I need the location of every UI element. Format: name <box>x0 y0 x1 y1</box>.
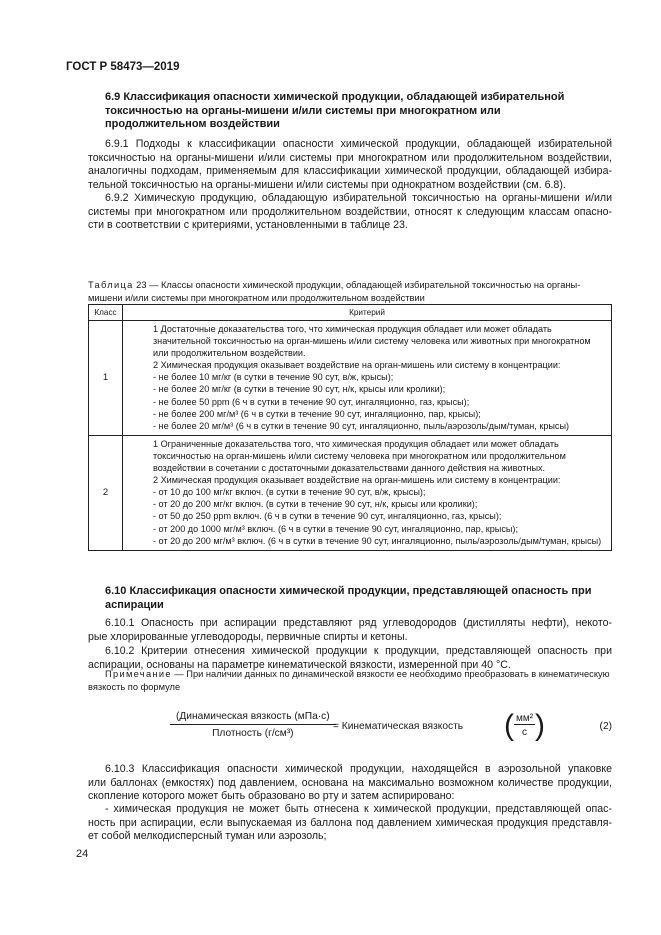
criteria-item: - от 20 до 200 мг/кг включ. (в сутки в течение 90 сут, н/к, крысы или кролики); <box>153 499 478 510</box>
text-line: 6.10.1 Опасность при аспирации представляют ряд углеводородов (дистилляты нефти), некото- <box>105 617 612 629</box>
paragraph-6-10-3 <box>88 763 612 804</box>
criteria-item: - от 20 до 200 мг/м³ включ. (6 ч в сутки в течение 90 сут, ингаляционно, пыль/аэрозоль/дым/туман, крысы) <box>153 535 602 546</box>
paragraph-6-9-2 <box>88 192 612 233</box>
criteria-item: - не более 20 мг/кг (в сутки в течение 90 сут, н/к, крысы или кролики); <box>153 384 446 395</box>
criteria-sub: 2 Химическая продукция оказывает воздействие на орган-мишень или систему в концентрации: <box>153 360 561 371</box>
column-header-criteria: Критерий <box>123 305 612 321</box>
table-row <box>89 321 612 436</box>
equation-number: (2) <box>599 721 612 732</box>
text-line: аспирации, основаны на параметре кинематической вязкости, измеренной при 40 °С. <box>88 658 511 671</box>
paragraph-6-9-1 <box>88 138 612 192</box>
text-line: 6.9.2 Химическую продукцию, обладающую избирательной токсичностью на органы-мишени и/или <box>105 192 612 204</box>
right-paren: ) <box>535 709 545 742</box>
criteria-item: - не более 200 мг/м³ (6 ч в сутки в течение 90 сут, ингаляционно, пар, крысы); <box>153 408 481 419</box>
criteria-intro: 1 Достаточные доказательства того, что химическая продукция обладает или может обладать значительной токсичностью на орган-мишень и/или систему человека или животных при многократном или продолжительном воздействии. <box>153 324 591 359</box>
text-line: рые хлорированные углеводороды, первичные спирты и кетоны. <box>88 630 408 643</box>
class-cell: 1 <box>89 321 123 436</box>
text-line: ность при аспирации, если выпускаемая из баллона под давлением химическая продукция представля- <box>88 816 612 829</box>
table-caption-text: 23 — Классы опасности химической продукции, обладающей избирательной токсичностью на органы-мишени и/или системы при многократном или продолжительном воздействии <box>88 280 581 303</box>
text-line: 6.10.3 Классификация опасности химической продукции, находящейся в аэрозольной упаковке <box>105 763 612 775</box>
unit-denominator: с <box>522 727 528 738</box>
table-row <box>89 435 612 550</box>
note-label: Примечание <box>105 669 172 679</box>
page-number: 24 <box>76 848 89 860</box>
text-line: или баллонах (емкостях) под давлением, основана на максимально возможном количестве продукции, <box>88 776 612 789</box>
formula-fraction <box>170 711 336 739</box>
text-line: ет собой мелкодисперсный туман или аэрозоль; <box>88 830 327 842</box>
hazard-class-table <box>88 304 612 551</box>
criteria-item: - от 10 до 100 мг/кг включ. (в сутки в течение 90 сут, в/ж, крысы); <box>153 487 426 498</box>
unit-fraction <box>514 713 535 738</box>
formula-numerator: (Динамическая вязкость (мПа·с) <box>170 711 336 725</box>
viscosity-formula <box>170 708 612 748</box>
criteria-intro: 1 Ограниченные доказательства того, что химическая продукция обладает или может обладать токсичностью на орган-мишень и/или систему человека при многократном или продолжительном воздействии в сочетании с достаточными доказательствами данного действия на животных. <box>153 438 566 474</box>
criteria-item: - не более 10 мг/кг (в сутки в течение 90 сут, в/ж, крысы); <box>153 372 394 383</box>
criteria-cell <box>123 321 612 436</box>
text-line: системы при многократном или продолжительном воздействии, относят к следующим классам опасно- <box>88 205 612 218</box>
document-header: ГОСТ Р 58473—2019 <box>66 61 180 73</box>
note <box>88 668 612 693</box>
column-header-class: Класс <box>89 305 123 321</box>
criteria-cell <box>123 435 612 550</box>
criteria-item: - не более 50 ppm (6 ч в сутки в течение 90 сут, ингаляционно, газ, крысы); <box>153 396 470 407</box>
section-heading-6-10: 6.10 Классификация опасности химической продукции, представляющей опасность при аспирации <box>105 585 592 611</box>
text-line: скопление которого может быть образовано во рту и затем аспирировано: <box>88 790 455 802</box>
paragraph-6-10-1 <box>88 617 612 644</box>
table-caption <box>88 279 612 304</box>
criteria-item: - от 200 до 1000 мг/м³ включ. (6 ч в сутки в течение 90 сут, ингаляционно, пар, крысы); <box>153 523 518 534</box>
left-paren: ( <box>504 709 514 742</box>
formula-unit <box>504 710 544 746</box>
table-caption-label: Таблица <box>88 280 134 290</box>
text-line: - химическая продукция не может быть отнесена к химической продукции, представляющей опас- <box>105 803 612 815</box>
table-header-row <box>89 305 612 321</box>
criteria-item: - от 50 до 250 ppm включ. (6 ч в сутки в течение 90 сут, ингаляционно, газ, крысы); <box>153 511 502 522</box>
criteria-item: - не более 20 мг/м³ (6 ч в сутки в течение 90 сут, ингаляционно, пыль/аэрозоль/дым/туман, крысы) <box>153 420 570 431</box>
note-text: — При наличии данных по динамической вязкости ее необходимо преобразовать в кинематическую вязкость по формуле <box>88 669 610 692</box>
section-heading-6-9: 6.9 Классификация опасности химической продукции, обладающей избирательной токсичностью на органы-мишени и/или системы при многократном или продолжительном воздействии <box>105 91 565 131</box>
unit-numerator: мм² <box>516 713 534 724</box>
text-line: аналогичны подходам, применяемым для классификации химической продукции, обладающей избира- <box>88 165 612 177</box>
text-line: токсичностью на органы-мишени и/или системы при многократном или продолжительном воздействии, <box>88 151 612 164</box>
text-line: 6.10.2 Критерии отнесения химической продукции к продукции, представляющей опасность при <box>105 645 612 657</box>
formula-rhs: = Кинематическая вязкость <box>333 721 464 732</box>
paragraph-bullet <box>88 803 612 844</box>
criteria-sub: 2 Химическая продукция оказывает воздействие на орган-мишень или систему в концентрации: <box>153 475 561 486</box>
text-line: 6.9.1 Подходы к классификации опасности химической продукции, обладающей избирательной <box>105 138 612 150</box>
formula-denominator: Плотность (г/см³) <box>212 728 294 739</box>
text-line: сти в соответствии с критериями, установленными в таблице 23. <box>88 219 408 231</box>
text-line: тельной токсичностью на органы-мишени и/или системы при однократном воздействии (см. 6.8). <box>88 178 566 191</box>
class-cell: 2 <box>89 435 123 550</box>
